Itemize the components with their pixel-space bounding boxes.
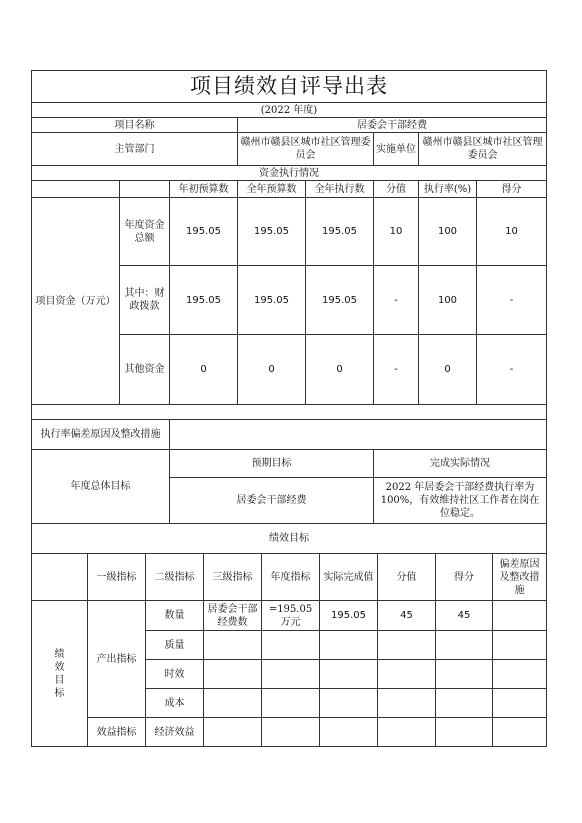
perf-header: 三级指标 <box>204 554 262 601</box>
level3-cell: 居委会干部经费数 <box>204 601 262 631</box>
funds-header-blank <box>32 181 120 198</box>
funds-cell: 195.05 <box>170 198 238 266</box>
output-label: 产出指标 <box>88 601 146 718</box>
score-cell <box>436 718 493 747</box>
funds-header: 分值 <box>374 181 419 198</box>
impl-label: 实施单位 <box>374 133 419 166</box>
target-cell <box>262 718 320 747</box>
goal-label: 年度总体目标 <box>32 450 170 524</box>
level2-cell: 经济效益 <box>146 718 204 747</box>
funds-cell: 195.05 <box>170 266 238 335</box>
dept-value: 赣州市赣县区城市社区管理委员会 <box>238 133 374 166</box>
project-name-label: 项目名称 <box>32 118 238 133</box>
project-name-value: 居委会干部经费 <box>238 118 547 133</box>
perf-header: 偏差原因及整改措施 <box>493 554 547 601</box>
funds-cell: 0 <box>306 335 374 405</box>
perf-header: 年度指标 <box>262 554 320 601</box>
funds-row-name: 年度资金总额 <box>120 198 170 266</box>
funds-table <box>31 70 547 554</box>
goal-actual-header: 完成实际情况 <box>374 450 547 478</box>
funds-row-name: 其他资金 <box>120 335 170 405</box>
funds-header: 得分 <box>477 181 547 198</box>
funds-cell: - <box>477 335 547 405</box>
goal-actual: 2022 年居委会干部经费执行率为 100%，有效维持社区工作者在岗在位稳定。 <box>374 478 547 524</box>
level2-cell: 成本 <box>146 689 204 718</box>
level2-cell: 质量 <box>146 631 204 660</box>
score-value-cell: 45 <box>378 601 436 631</box>
target-cell <box>262 689 320 718</box>
score-value-cell <box>378 631 436 660</box>
level2-cell: 数量 <box>146 601 204 631</box>
target-cell <box>262 660 320 689</box>
score-value-cell <box>378 689 436 718</box>
funds-cell: 195.05 <box>238 266 306 335</box>
funds-cell: - <box>374 266 419 335</box>
funds-label: 项目资金（万元） <box>32 198 120 405</box>
goal-expected: 居委会干部经费 <box>170 478 374 524</box>
funds-cell: 0 <box>419 335 477 405</box>
score-cell <box>436 660 493 689</box>
level3-cell <box>204 689 262 718</box>
funds-cell: 100 <box>419 266 477 335</box>
deviation-value <box>170 420 547 450</box>
funds-header: 年初预算数 <box>170 181 238 198</box>
perf-header: 二级指标 <box>146 554 204 601</box>
funds-row-name: 其中：财政拨款 <box>120 266 170 335</box>
funds-cell: 0 <box>170 335 238 405</box>
funds-cell: - <box>477 266 547 335</box>
year-label: (2022 年度) <box>32 103 547 118</box>
perf-header: 一级指标 <box>88 554 146 601</box>
funds-cell: 195.05 <box>306 266 374 335</box>
funds-cell: - <box>374 335 419 405</box>
perf-section-title: 绩效目标 <box>32 524 547 554</box>
dept-label: 主管部门 <box>32 133 238 166</box>
perf-header-blank <box>32 554 88 601</box>
level3-cell <box>204 718 262 747</box>
level3-cell <box>204 631 262 660</box>
funds-header-blank <box>120 181 170 198</box>
funds-header: 全年执行数 <box>306 181 374 198</box>
actual-cell <box>320 660 378 689</box>
level2-cell: 时效 <box>146 660 204 689</box>
target-cell: =195.05万元 <box>262 601 320 631</box>
performance-table <box>31 553 547 747</box>
goal-expected-header: 预期目标 <box>170 450 374 478</box>
benefit-label: 效益指标 <box>88 718 146 747</box>
funds-header: 执行率(%) <box>419 181 477 198</box>
actual-cell <box>320 718 378 747</box>
funds-cell: 0 <box>238 335 306 405</box>
impl-value: 赣州市赣县区城市社区管理委员会 <box>419 133 547 166</box>
score-cell <box>436 689 493 718</box>
actual-cell <box>320 631 378 660</box>
perf-side-label <box>32 601 88 747</box>
perf-header: 实际完成值 <box>320 554 378 601</box>
funds-section-title: 资金执行情况 <box>32 166 547 181</box>
score-cell <box>436 631 493 660</box>
target-cell <box>262 631 320 660</box>
reason-cell <box>493 718 547 747</box>
score-value-cell <box>378 718 436 747</box>
deviation-label: 执行率偏差原因及整改措施 <box>32 420 170 450</box>
perf-header: 分值 <box>378 554 436 601</box>
spacer-row <box>32 405 547 420</box>
perf-header: 得分 <box>436 554 493 601</box>
evaluation-sheet <box>31 70 546 747</box>
funds-cell: 10 <box>477 198 547 266</box>
actual-cell <box>320 689 378 718</box>
score-cell: 45 <box>436 601 493 631</box>
level3-cell <box>204 660 262 689</box>
score-value-cell <box>378 660 436 689</box>
reason-cell <box>493 689 547 718</box>
funds-cell: 195.05 <box>306 198 374 266</box>
page-title: 项目绩效自评导出表 <box>32 71 547 103</box>
actual-cell: 195.05 <box>320 601 378 631</box>
reason-cell <box>493 660 547 689</box>
perf-side-label-text: 绩效目标 <box>54 648 65 699</box>
reason-cell <box>493 631 547 660</box>
funds-cell: 10 <box>374 198 419 266</box>
funds-cell: 100 <box>419 198 477 266</box>
reason-cell <box>493 601 547 631</box>
funds-cell: 195.05 <box>238 198 306 266</box>
funds-header: 全年预算数 <box>238 181 306 198</box>
